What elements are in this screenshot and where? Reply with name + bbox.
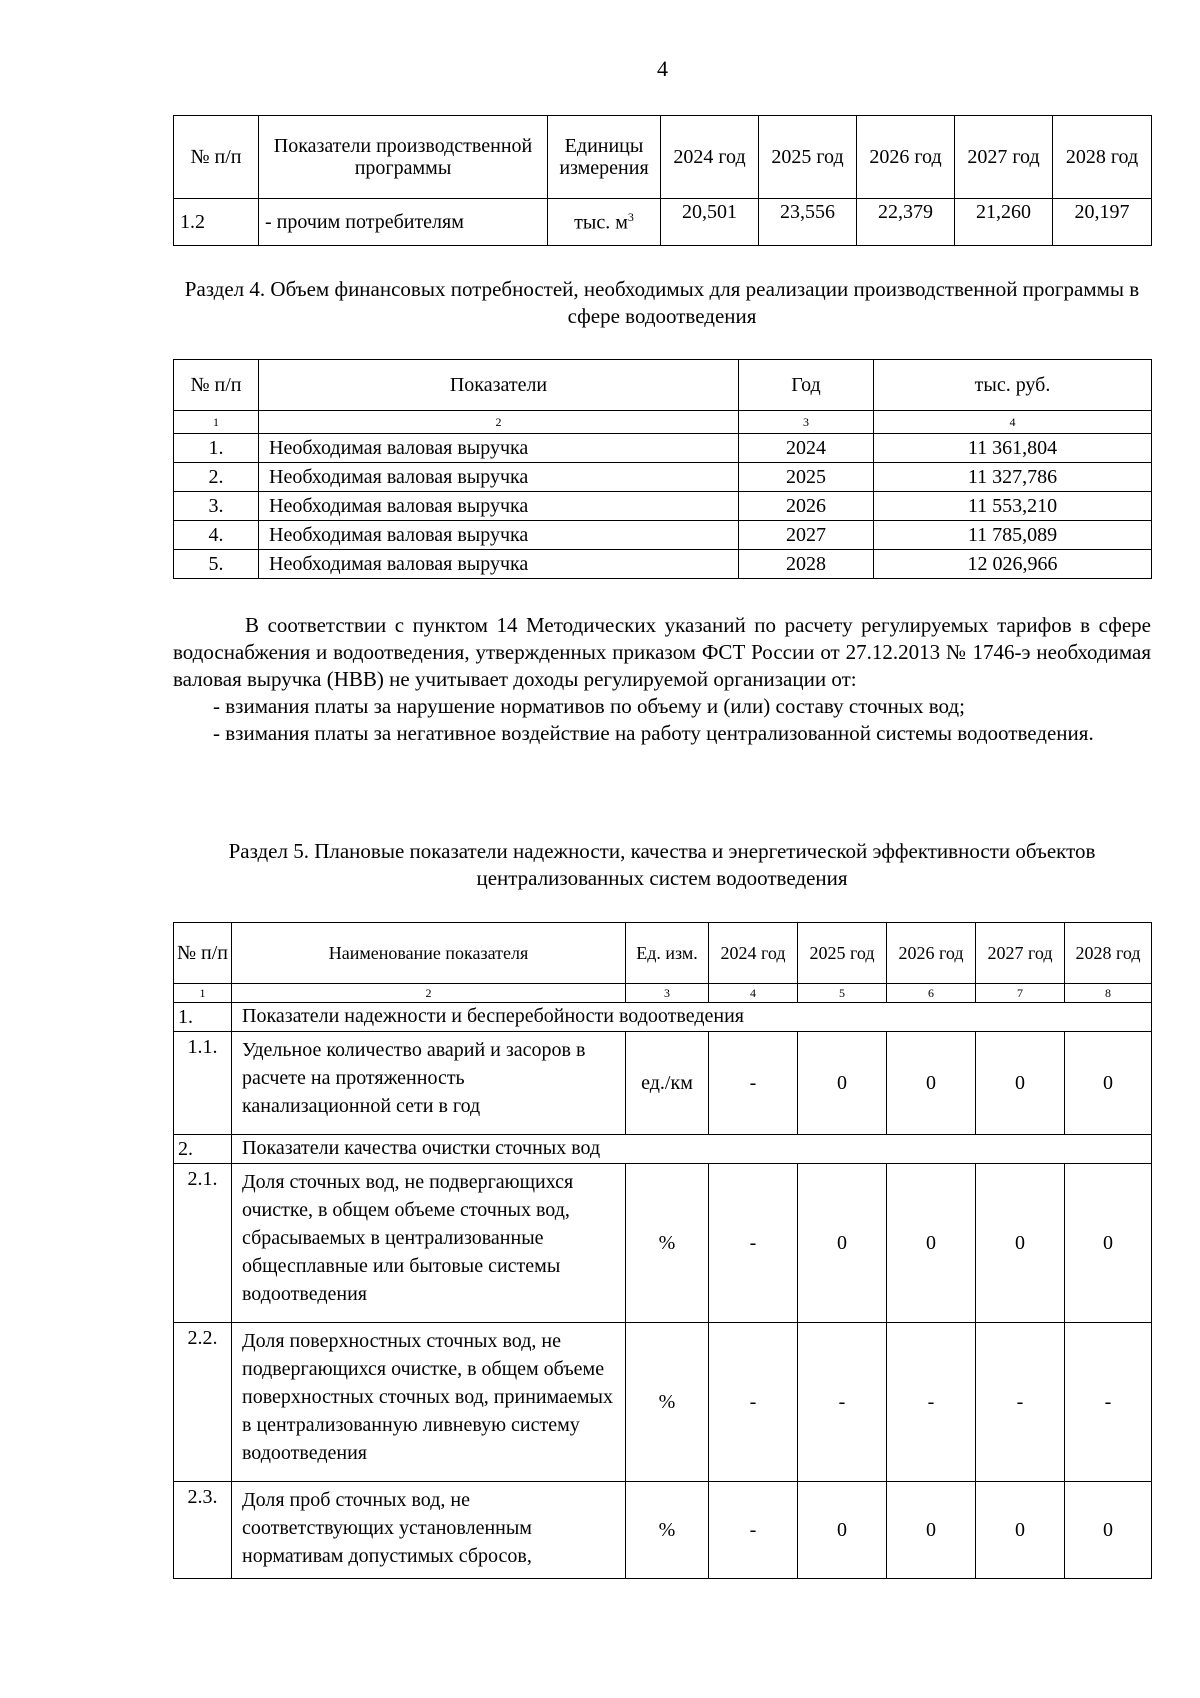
column-number: 1 — [174, 411, 259, 434]
group-name: Показатели надежности и бесперебойности водоотведения — [232, 1003, 1152, 1032]
row-value: 0 — [798, 1164, 887, 1323]
header-year: 2026 год — [857, 116, 955, 199]
row-num: 1. — [174, 434, 259, 463]
financial-needs-table — [173, 359, 1152, 579]
paragraph-item: - взимания платы за нарушение нормативов по объему и (или) составу сточных вод; — [213, 694, 965, 718]
row-name: Удельное количество аварий и засоров в расчете на протяженность канализационной сети в год — [232, 1032, 626, 1135]
table-row — [174, 1164, 1152, 1323]
row-year: 2025 — [739, 463, 874, 492]
header-num: № п/п — [174, 116, 259, 199]
row-value: 23,556 — [759, 199, 857, 246]
row-value: 0 — [976, 1032, 1065, 1135]
row-name: Доля сточных вод, не подвергающихся очистке, в общем объеме сточных вод, сбрасываемых в централизованные общесплавные или бытовые системы водоотведения — [232, 1164, 626, 1323]
row-unit: % — [626, 1323, 709, 1482]
row-value: - — [709, 1323, 798, 1482]
row-value: 0 — [1065, 1482, 1152, 1579]
column-number: 4 — [874, 411, 1152, 434]
row-value: 11 361,804 — [874, 434, 1152, 463]
header-year: 2024 год — [709, 923, 798, 984]
section-4-title: Раздел 4. Объем финансовых потребностей, необходимых для реализации производственной программы в сфере водоотведения — [184, 277, 1140, 328]
row-name: Необходимая валовая выручка — [259, 521, 739, 550]
row-value: 0 — [976, 1164, 1065, 1323]
header-indicator: Наименование показателя — [232, 923, 626, 984]
table-row — [174, 1323, 1152, 1482]
column-number: 8 — [1065, 984, 1152, 1003]
table-row — [174, 463, 1152, 492]
row-value: - — [709, 1164, 798, 1323]
row-unit: % — [626, 1164, 709, 1323]
column-number: 3 — [626, 984, 709, 1003]
row-value: 21,260 — [955, 199, 1053, 246]
group-row — [174, 1135, 1152, 1164]
row-value: - — [976, 1323, 1065, 1482]
header-indicator: Показатели производственной программы — [259, 116, 548, 199]
regulation-paragraph — [173, 612, 1151, 747]
row-value: 11 785,089 — [874, 521, 1152, 550]
row-unit: тыс. $м^3$ — [548, 199, 661, 246]
row-unit: ед./км — [626, 1032, 709, 1135]
row-value: 0 — [976, 1482, 1065, 1579]
row-name: Необходимая валовая выручка — [259, 492, 739, 521]
row-num: 2.2. — [174, 1323, 232, 1482]
row-year: 2028 — [739, 550, 874, 579]
row-num: 4. — [174, 521, 259, 550]
row-value: 0 — [1065, 1164, 1152, 1323]
column-number: 7 — [976, 984, 1065, 1003]
header-num: № п/п — [174, 923, 232, 984]
header-num: № п/п — [174, 360, 259, 411]
row-value: 0 — [1065, 1032, 1152, 1135]
header-year: 2026 год — [887, 923, 976, 984]
table-row — [174, 521, 1152, 550]
row-name: Необходимая валовая выручка — [259, 550, 739, 579]
row-num: 3. — [174, 492, 259, 521]
production-program-table — [173, 115, 1152, 246]
row-value: 0 — [798, 1482, 887, 1579]
row-year: 2024 — [739, 434, 874, 463]
group-num: 2. — [174, 1135, 232, 1164]
row-value: 12 026,966 — [874, 550, 1152, 579]
row-value: - — [887, 1323, 976, 1482]
row-value: 22,379 — [857, 199, 955, 246]
table-row — [174, 1032, 1152, 1135]
column-number: 4 — [709, 984, 798, 1003]
row-value: 11 553,210 — [874, 492, 1152, 521]
table-row — [174, 492, 1152, 521]
row-value: - — [1065, 1323, 1152, 1482]
paragraph-main: В соответствии с пунктом 14 Методических указаний по расчету регулируемых тарифов в сфере водоснабжения и водоотведения, утвержденных приказом ФСТ России от 27.12.2013 № 1746-э необходимая валовая выручка (НВВ) не учитывает доходы регулируемой организации от: — [173, 613, 1151, 691]
row-num: 1.1. — [174, 1032, 232, 1135]
row-name: Необходимая валовая выручка — [259, 434, 739, 463]
column-number: 1 — [174, 984, 232, 1003]
paragraph-item: - взимания платы за негативное воздействие на работу централизованной системы водоотведения. — [213, 721, 1094, 745]
section-5-title: Раздел 5. Плановые показатели надежности, качества и энергетической эффективности объектов централизованных систем водоотведения — [228, 839, 1096, 890]
row-num: 5. — [174, 550, 259, 579]
column-number: 5 — [798, 984, 887, 1003]
row-value: - — [798, 1323, 887, 1482]
header-value: тыс. руб. — [874, 360, 1152, 411]
header-year: Год — [739, 360, 874, 411]
group-row — [174, 1003, 1152, 1032]
row-year: 2026 — [739, 492, 874, 521]
header-unit: Единицы измерения — [548, 116, 661, 199]
row-num: 2.3. — [174, 1482, 232, 1579]
row-unit: % — [626, 1482, 709, 1579]
row-value: - — [709, 1482, 798, 1579]
row-num: 2.1. — [174, 1164, 232, 1323]
header-year: 2025 год — [759, 116, 857, 199]
column-number: 3 — [739, 411, 874, 434]
row-year: 2027 — [739, 521, 874, 550]
header-year: 2024 год — [661, 116, 759, 199]
page-number: 4 — [657, 56, 668, 81]
row-value: 0 — [887, 1164, 976, 1323]
table-row — [174, 199, 1152, 246]
row-num: 2. — [174, 463, 259, 492]
header-year: 2025 год — [798, 923, 887, 984]
row-name: - прочим потребителям — [259, 199, 548, 246]
header-year: 2028 год — [1065, 923, 1152, 984]
column-number: 6 — [887, 984, 976, 1003]
row-value: 20,501 — [661, 199, 759, 246]
header-year: 2028 год — [1053, 116, 1152, 199]
row-value: 11 327,786 — [874, 463, 1152, 492]
column-number: 2 — [232, 984, 626, 1003]
table-row — [174, 1482, 1152, 1579]
header-year: 2027 год — [976, 923, 1065, 984]
table-row — [174, 434, 1152, 463]
performance-indicators-table — [173, 922, 1152, 1579]
row-value: - — [709, 1032, 798, 1135]
table-row — [174, 550, 1152, 579]
header-indicator: Показатели — [259, 360, 739, 411]
header-year: 2027 год — [955, 116, 1053, 199]
group-num: 1. — [174, 1003, 232, 1032]
group-name: Показатели качества очистки сточных вод — [232, 1135, 1152, 1164]
header-unit: Ед. изм. — [626, 923, 709, 984]
row-value: 0 — [887, 1032, 976, 1135]
row-name: Необходимая валовая выручка — [259, 463, 739, 492]
row-name: Доля проб сточных вод, не соответствующих установленным нормативам допустимых сбросов, — [232, 1482, 626, 1579]
row-name: Доля поверхностных сточных вод, не подвергающихся очистке, в общем объеме поверхностных сточных вод, принимаемых в централизованную ливневую систему водоотведения — [232, 1323, 626, 1482]
column-number: 2 — [259, 411, 739, 434]
row-value: 0 — [887, 1482, 976, 1579]
row-value: 0 — [798, 1032, 887, 1135]
row-value: 20,197 — [1053, 199, 1152, 246]
row-num: 1.2 — [174, 199, 259, 246]
